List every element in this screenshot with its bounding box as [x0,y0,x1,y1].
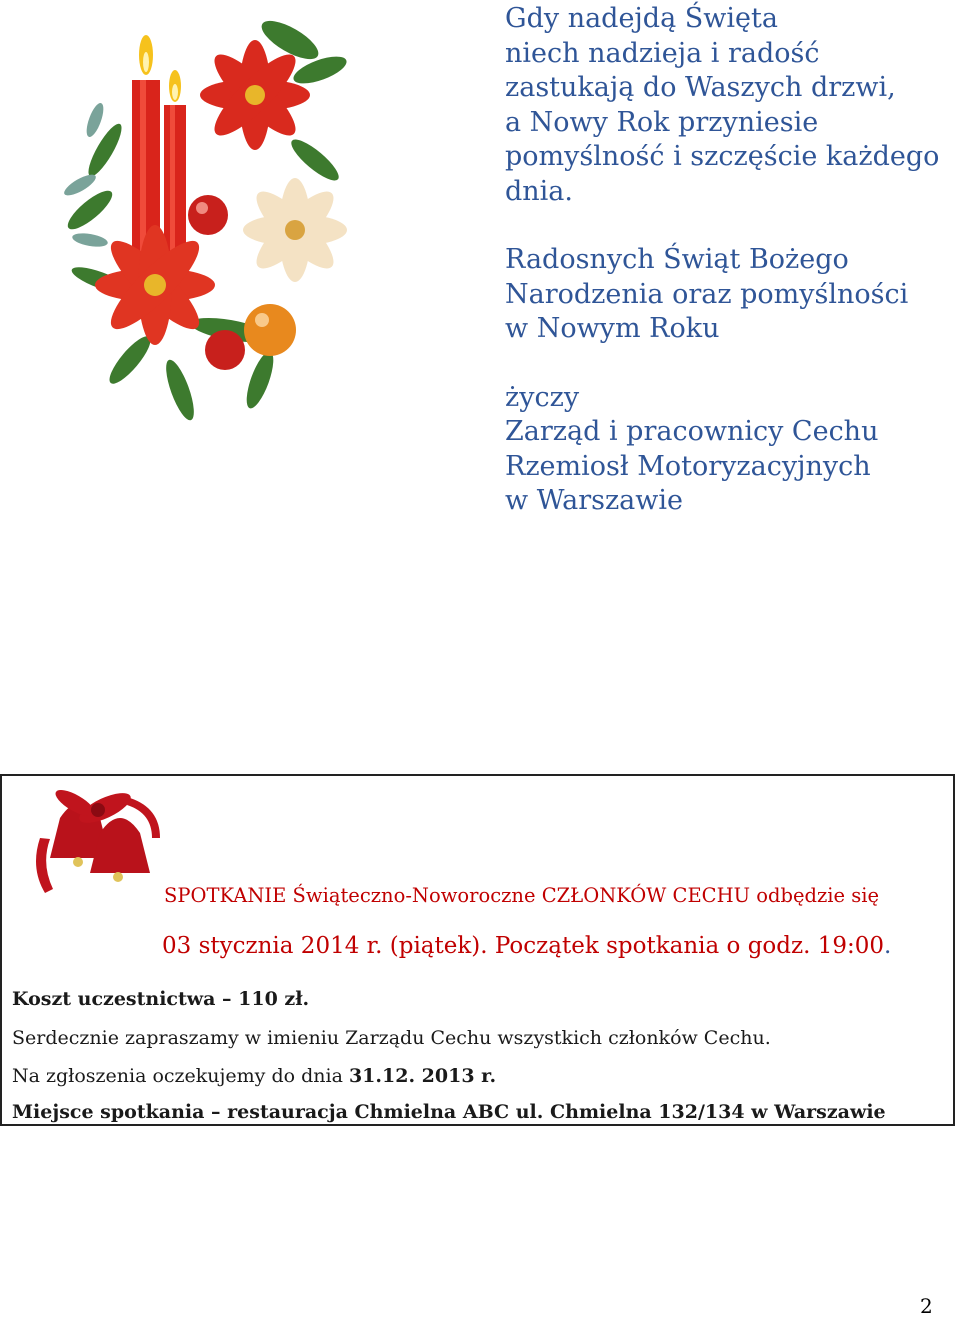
greeting-line: pomyślność i szczęście każdego [505,141,940,172]
greeting-text [505,2,955,519]
meeting-date-period: . [884,933,892,959]
greeting-line: niech nadzieja i radość [505,37,820,69]
signature-line: w Warszawie [505,485,684,516]
cost-line: Koszt uczestnictwa – 110 zł. [12,988,310,1010]
greeting-line: zastukają do Waszych drzwi, [505,72,896,103]
page-number: 2 [920,1294,933,1318]
signature-line: Zarząd i pracownicy Cechu [505,416,879,447]
deadline-date: 31.12. 2013 r. [348,1065,497,1087]
meeting-headline: SPOTKANIE Świąteczno-Noworoczne CZŁONKÓW CECHU odbędzie się [164,884,879,907]
greeting-line: dnia. [505,175,573,207]
venue-line: Miejsce spotkania – restauracja Chmielna ABC ul. Chmielna 132/134 w Warszawie [12,1101,886,1123]
signature-line: życzy [505,381,580,413]
christmas-bells-icon [20,778,170,908]
christmas-candles-illustration [60,0,360,440]
invitation-line: Serdecznie zapraszamy w imieniu Zarządu Cechu wszystkich członków Cechu. [12,1027,771,1049]
signature-line: Rzemiosł Motoryzacyjnych [505,450,871,482]
meeting-date-text: 03 stycznia 2014 r. (piątek). Początek spotkania o godz. 19:00 [162,933,885,959]
meeting-date [162,933,891,959]
deadline-line [12,1065,496,1087]
wishes-line: w Nowym Roku [505,313,720,344]
deadline-prefix: Na zgłoszenia oczekujemy do dnia [12,1065,349,1087]
wishes-line: Radosnych Świąt Bożego [505,244,849,275]
greeting-line: a Nowy Rok przyniesie [505,106,819,138]
wishes-line: Narodzenia oraz pomyślności [505,278,909,310]
greeting-line: Gdy nadejdą Święta [505,3,778,34]
